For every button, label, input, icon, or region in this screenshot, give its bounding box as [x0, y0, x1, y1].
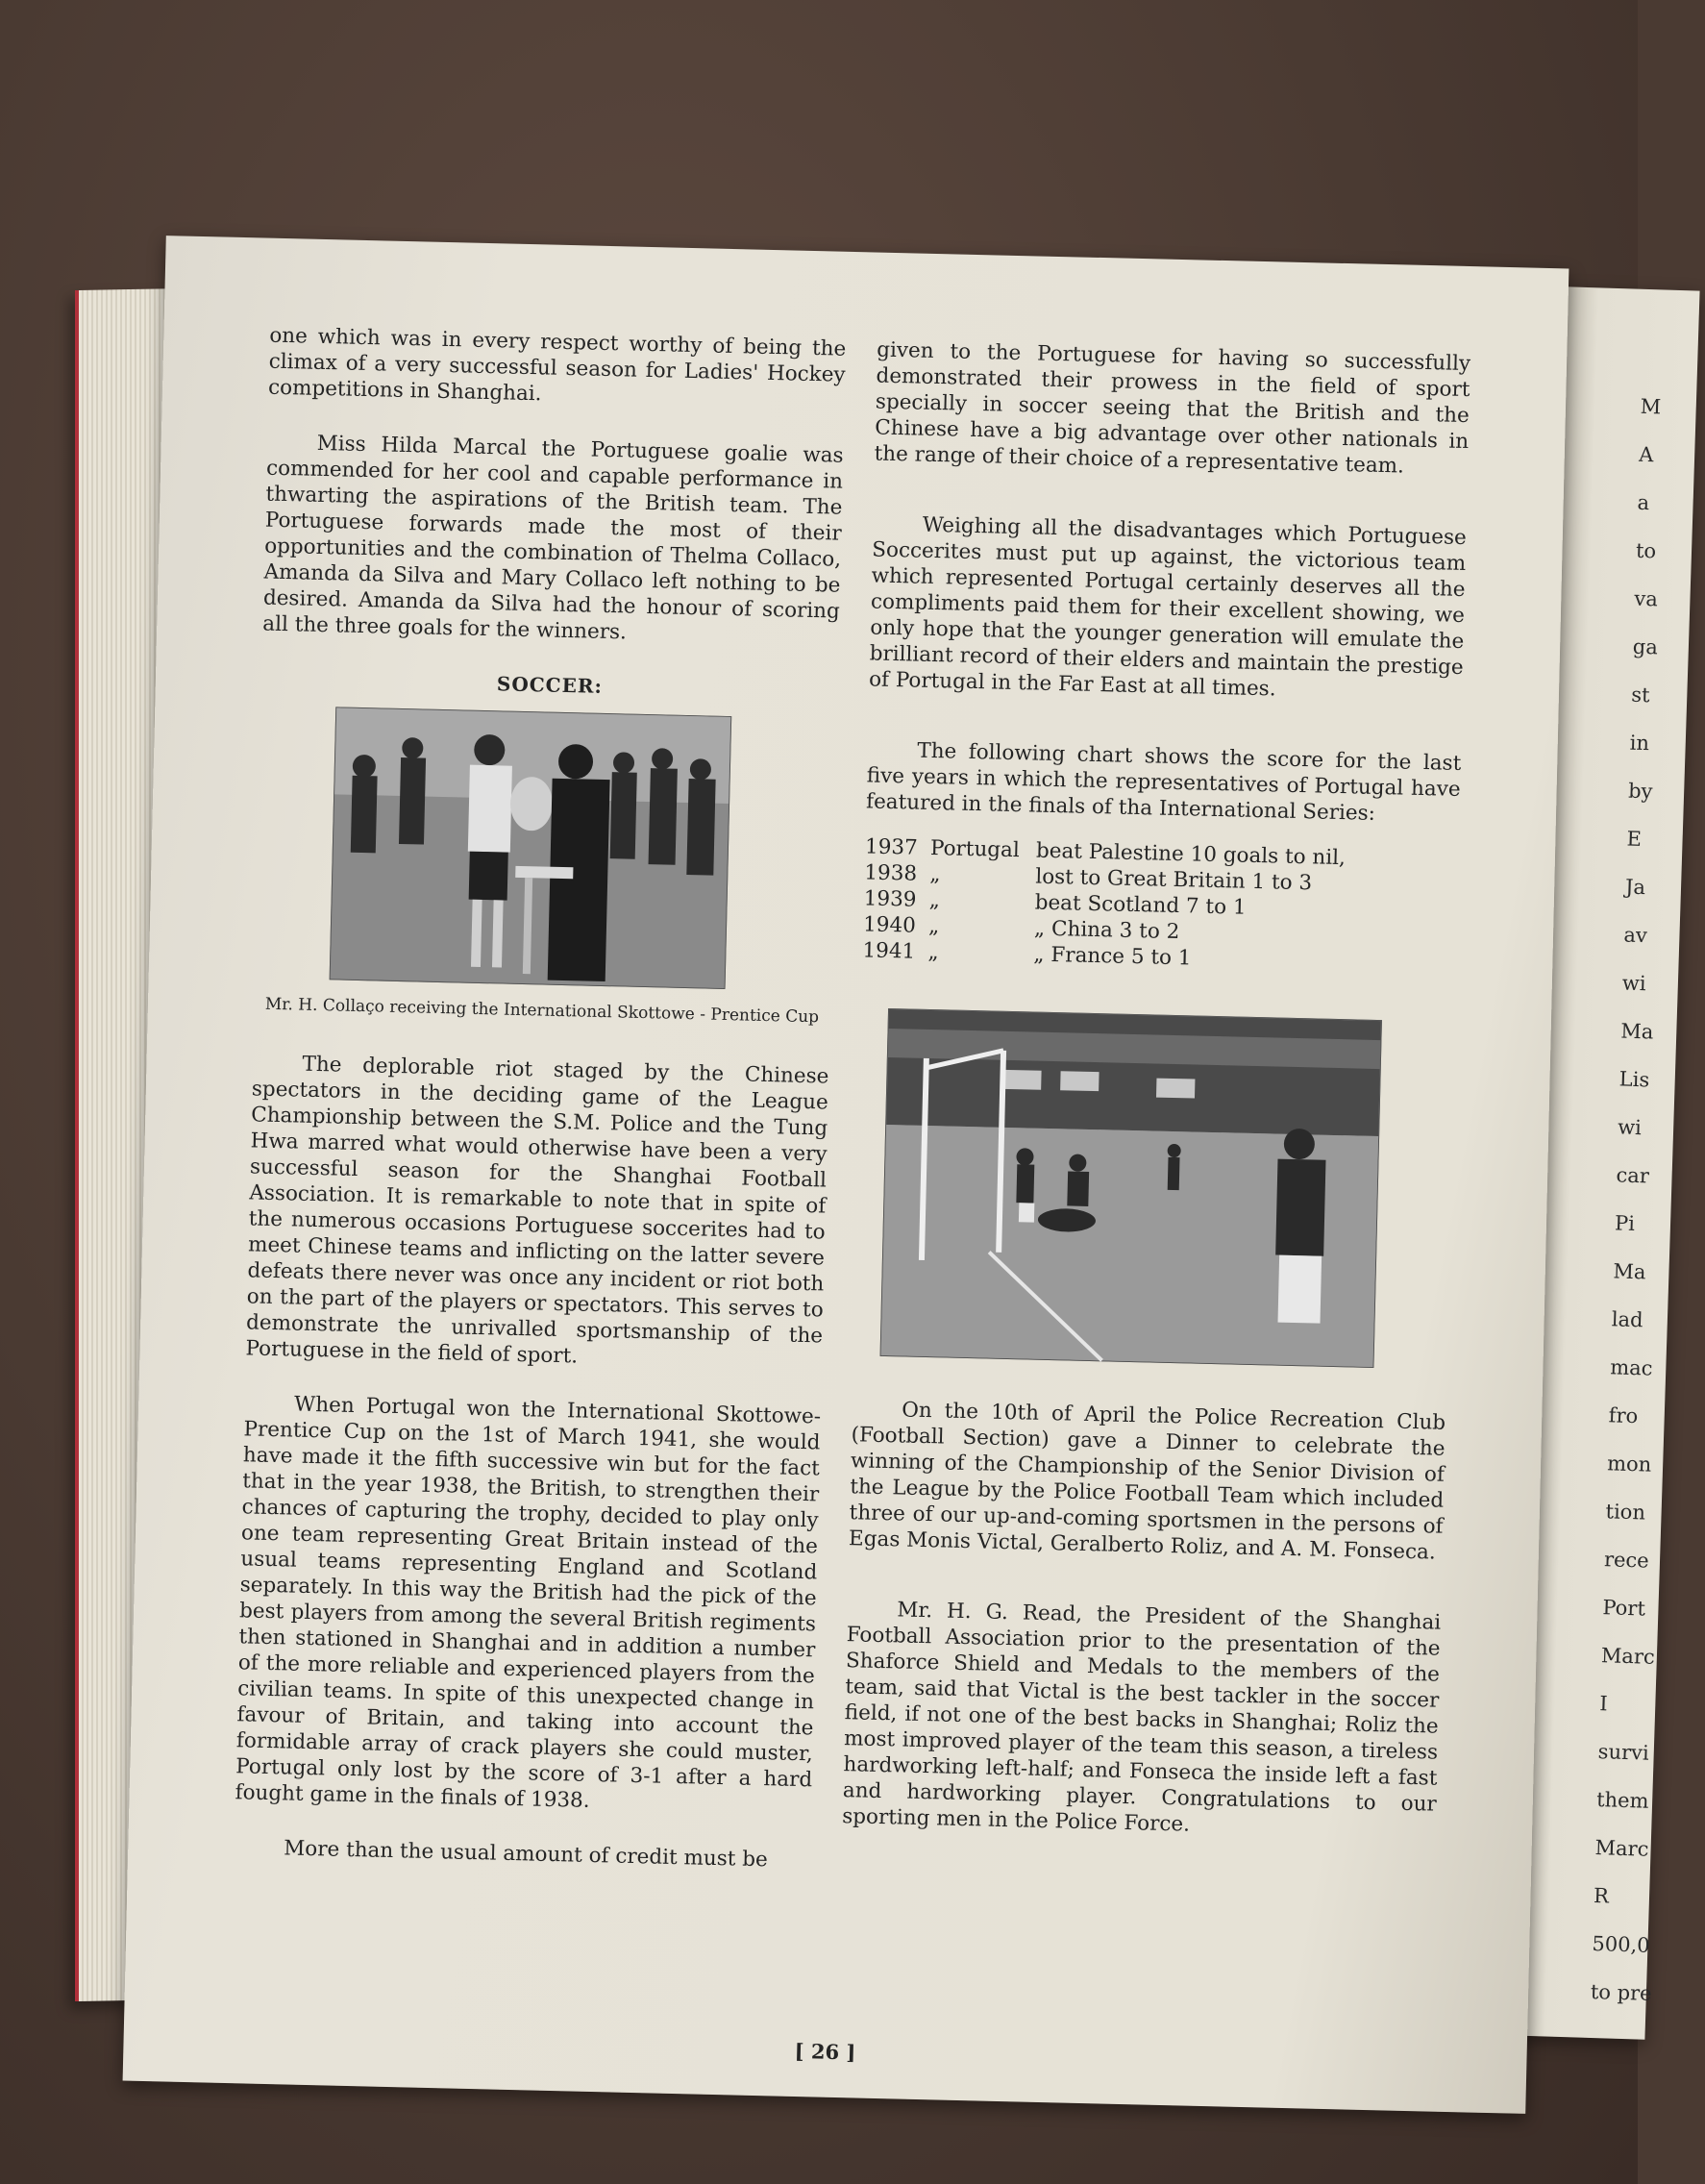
facing-page-text-fragment: survi: [1597, 1740, 1650, 1765]
facing-page-text-fragment: a: [1637, 490, 1650, 515]
paragraph: The following chart shows the score for the last five years in which the representatives of Portugal have featured in the finals of tha International Series:: [865, 738, 1462, 826]
paragraph: More than the usual amount of credit must be: [284, 1836, 769, 1873]
score-result: „ China 3 to 2: [1033, 916, 1180, 945]
paragraph: On the 10th of April the Police Recreation Club (Football Section) gave a Dinner to celebrate the winning of the Championship of the Senior Division of the League by the Police Football Team which included three of our up-and-coming sportsmen in the persons of Egas Monis Victal, Geralberto Roliz, and A. M. Fonseca.: [848, 1398, 1446, 1565]
facing-page-text-fragment: ga: [1632, 634, 1659, 659]
facing-page-text-fragment: Ma: [1613, 1259, 1646, 1284]
facing-page-text-fragment: car: [1616, 1163, 1650, 1188]
paragraph: When Portugal won the International Skottowe-Prentice Cup on the 1st of March 1941, she would have made it the fifth successive win but for the fact that in the year 1938, the British, to strengthen their chances of capturing the trophy, decided to play only one team representing Great Britain instead of the usual teams representing England and Scotland separately. In this way the British had the pick of the best players from among the several British regiments then stationed in Shanghai and in addition a number of the more reliable and experienced players from the civilian teams. In spite of this unexpected change in favour of Britain, and taking into account the formidable array of crack players she could muster, Portugal only lost by the score of 3-1 after a hard fought game in the finals of 1938.: [235, 1392, 822, 1813]
score-team: „: [927, 913, 940, 939]
right-column: [841, 337, 1470, 1873]
score-team: „: [928, 887, 941, 913]
score-year: 1937: [864, 834, 919, 860]
facing-page-text-fragment: A: [1638, 442, 1654, 467]
facing-page-text-fragment: R: [1593, 1884, 1610, 1908]
book-page: [123, 236, 1569, 2114]
facing-page-text-fragment: Pi: [1614, 1211, 1636, 1235]
facing-page-text-fragment: by: [1627, 779, 1653, 804]
score-year: 1941: [862, 938, 916, 964]
facing-page-text-fragment: wi: [1621, 971, 1646, 996]
score-team: „: [927, 939, 939, 965]
paragraph: Miss Hilda Marcal the Portuguese goalie was commended for her cool and capable performance in thwarting the aspirations of the British team. The Portuguese forwards made the most of their opportunities and the combination of Thelma Collaco, Amanda da Silva and Mary Collaco left nothing to be desired. Amanda da Silva had the honour of scoring all the three goals for the winners.: [262, 431, 844, 645]
facing-page-text-fragment: va: [1634, 586, 1659, 611]
photo-caption: Mr. H. Collaço receiving the International Skottowe - Prentice Cup: [264, 994, 820, 1028]
photo-illustration: [331, 707, 731, 988]
paragraph: given to the Portuguese for having so successfully demonstrated their prowess in the field of sport specially in soccer seeing that the British and the Chinese have a big advantage over other nationals in the range of their choice of a representative team.: [874, 337, 1471, 479]
facing-page-text-fragment: mon: [1606, 1452, 1652, 1477]
paragraph: one which was in every respect worthy of being the climax of a very successful season for Ladies' Hockey competitions in Shanghai.: [267, 323, 847, 407]
score-year: 1938: [864, 860, 918, 886]
photo-illustration: [881, 1009, 1381, 1367]
paragraph: The deplorable riot staged by the Chinese spectators in the deciding game of the League Championship between the S.M. Police and the Tung Hwa marred what would otherwise have been a very successful season for the Shanghai Football Association. It is remarkable to note that in spite of the numerous occasions Portuguese soccerites had to meet Chinese teams and inflicting on the latter severe defeats there never was once any incident or riot both on the part of the players or spectators. This serves to demonstrate the unrivalled sportsmanship of the Portuguese in the field of sport.: [245, 1052, 829, 1369]
score-result: beat Palestine 10 goals to nil,: [1035, 838, 1347, 871]
facing-page-text-fragment: in: [1629, 731, 1650, 756]
facing-page-text-fragment: E: [1626, 827, 1643, 852]
facing-page-text-fragment: Ja: [1624, 875, 1646, 900]
score-team: „: [929, 861, 941, 887]
facing-page-text-fragment: to: [1635, 538, 1657, 563]
score-team: Portugal: [929, 835, 1021, 863]
facing-page-text-fragment: them: [1595, 1788, 1649, 1813]
facing-page-text-fragment: I: [1598, 1692, 1609, 1716]
facing-page-text-fragment: Ma: [1619, 1019, 1654, 1044]
facing-page-text-fragment: av: [1623, 923, 1648, 948]
score-result: beat Scotland 7 to 1: [1034, 890, 1247, 920]
facing-page-text-fragment: 500,0: [1592, 1931, 1650, 1957]
score-year: 1939: [863, 886, 917, 912]
facing-page-text-fragment: Marc: [1594, 1836, 1649, 1861]
facing-page-text-fragment: fro: [1608, 1403, 1639, 1428]
facing-page-text-fragment: st: [1630, 682, 1650, 707]
facing-page-text-fragment: lad: [1611, 1307, 1643, 1332]
facing-page-text-fragment: tion: [1605, 1500, 1646, 1525]
trophy-presentation-photo: [330, 707, 732, 989]
soccer-match-photo: [880, 1008, 1382, 1368]
page-number: [ 26 ]: [794, 2038, 856, 2065]
score-result: „ France 5 to 1: [1033, 942, 1192, 971]
facing-page-text-fragment: to pre: [1590, 1979, 1652, 2005]
facing-page-text-fragment: rece: [1603, 1548, 1650, 1573]
score-year: 1940: [862, 912, 917, 938]
paragraph: Weighing all the disadvantages which Portuguese Soccerites must put up against, the victorious team which represented Portugal certainly deserves all the compliments paid them for their excellent showing, we only hope that the younger generation will emulate the brilliant record of their elders and maintain the prestige of Portugal in the Far East at all times.: [868, 512, 1468, 702]
facing-page-text-fragment: M: [1640, 394, 1662, 419]
facing-page-text-fragment: Lis: [1619, 1067, 1650, 1092]
paragraph: Mr. H. G. Read, the President of the Shanghai Football Association prior to the presentation of the Shaforce Shield and Medals to the members of the team, said that Victal is the best tackler in the soccer field, if not one of the best backs in Shanghai; Roliz the most improved player of the team this season, a tireless hardworking left-half; and Fonseca the inside left a fast and hardworking player. Congratulations to our sporting men in the Police Force.: [841, 1598, 1442, 1837]
facing-page-text-fragment: Port: [1602, 1596, 1646, 1621]
section-heading: SOCCER:: [496, 672, 604, 698]
score-result: lost to Great Britain 1 to 3: [1035, 864, 1313, 896]
left-column: [233, 323, 846, 1903]
facing-page-text-fragment: mac: [1609, 1355, 1653, 1380]
facing-page-text-fragment: wi: [1617, 1115, 1643, 1140]
score-chart: [862, 833, 1459, 978]
facing-page-text-fragment: Marc: [1600, 1644, 1656, 1669]
